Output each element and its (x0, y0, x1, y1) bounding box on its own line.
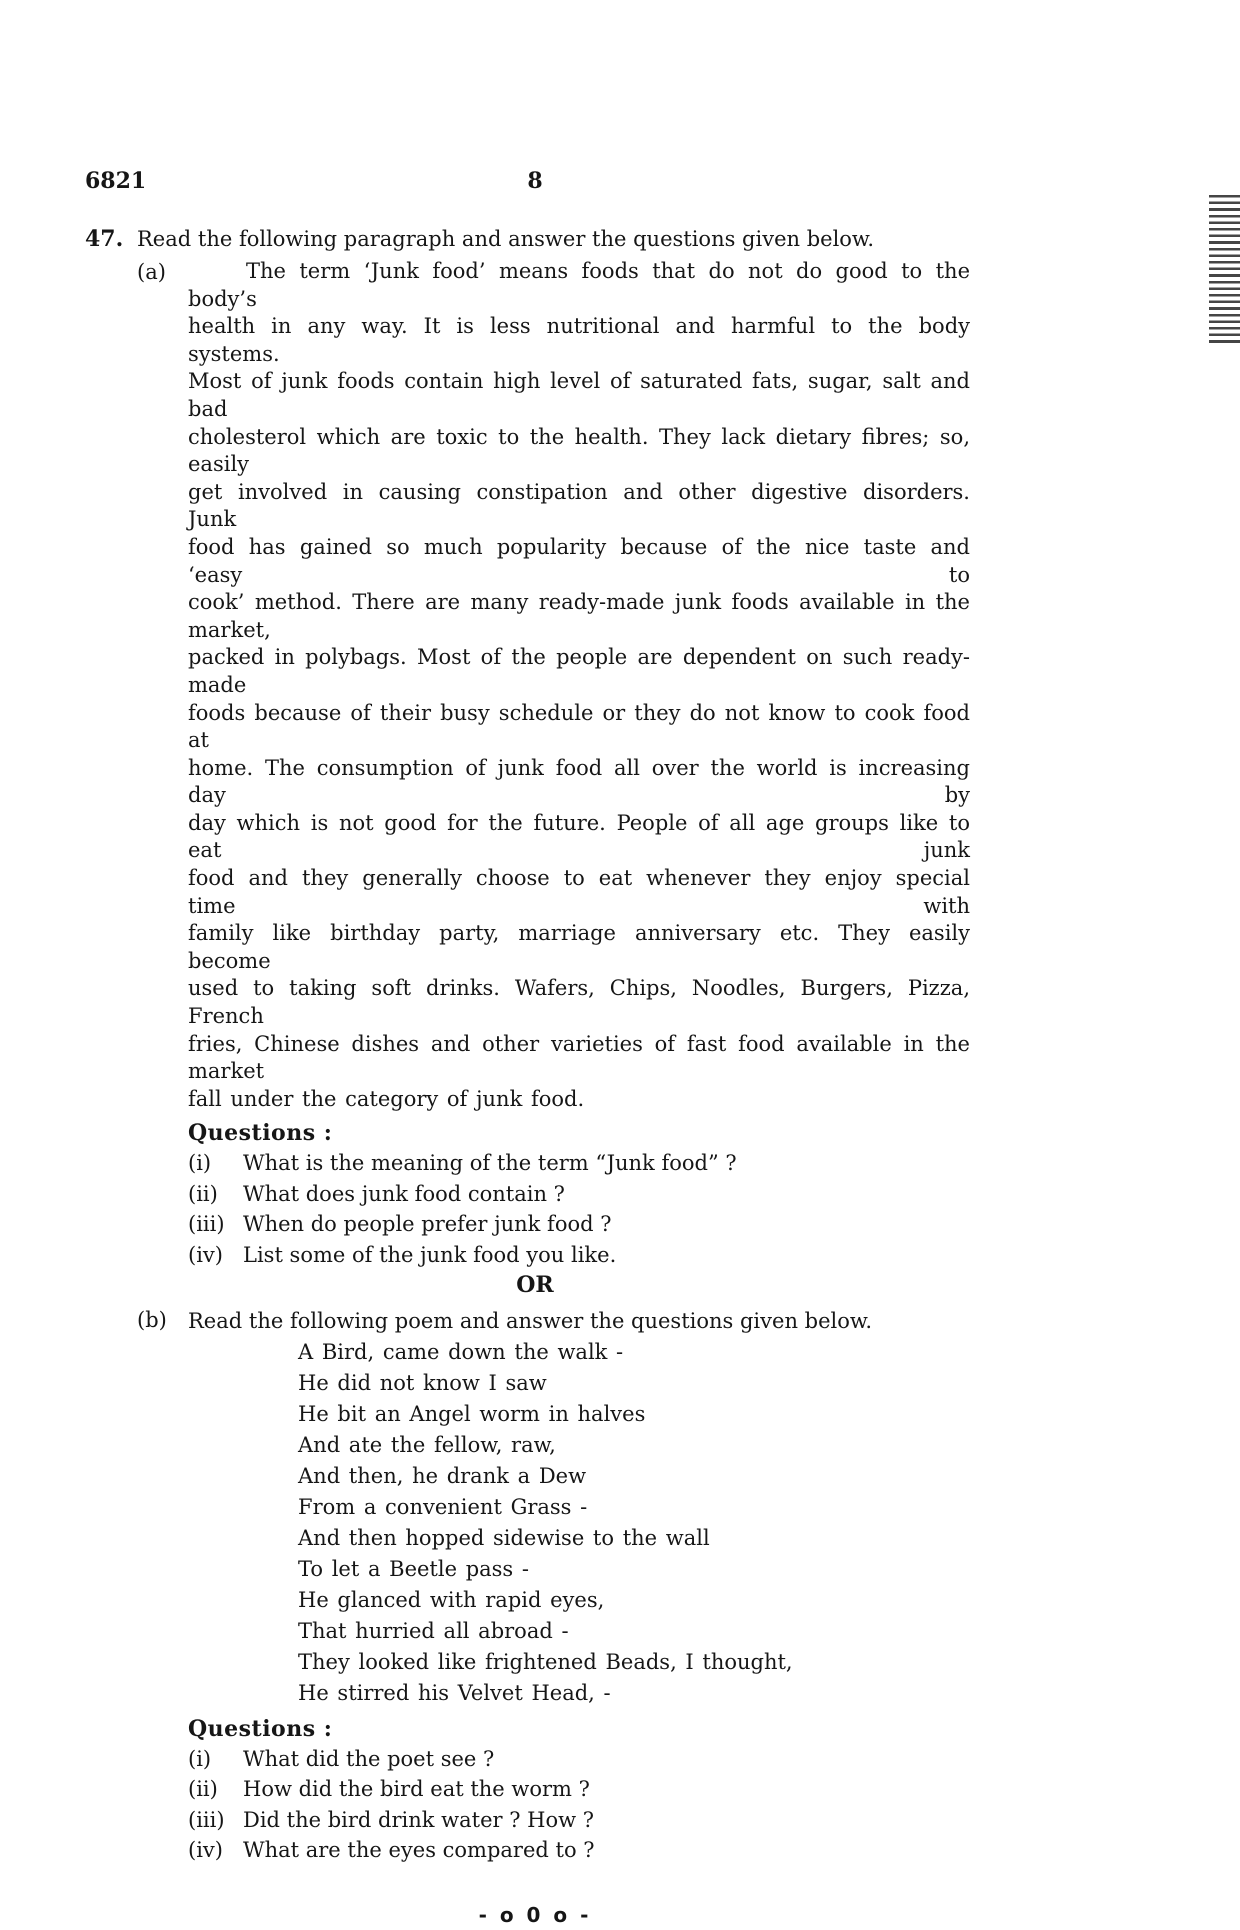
passage-line: cook’ method. There are many ready-made junk foods available in the market, (188, 590, 970, 642)
passage-line: packed in polybags. Most of the people are dependent on such ready-made (188, 645, 970, 697)
question-item-text: When do people prefer junk food ? (243, 1212, 612, 1237)
poem-line: He glanced with rapid eyes, (298, 1588, 605, 1613)
question-item-text: What is the meaning of the term “Junk food” ? (243, 1151, 737, 1176)
or-separator: OR (516, 1272, 554, 1299)
poem-line: He did not know I saw (298, 1371, 547, 1396)
question-item-text: What did the poet see ? (243, 1747, 495, 1772)
question-item (188, 1148, 970, 1178)
question-item (188, 1835, 970, 1865)
question-item-number: (ii) (188, 1777, 218, 1802)
poem-line: From a convenient Grass - (298, 1495, 588, 1520)
questions-list-b (188, 1744, 970, 1866)
passage-line: Most of junk foods contain high level of saturated fats, sugar, salt and bad (188, 369, 970, 421)
poem-line: And then, he drank a Dew (298, 1464, 587, 1489)
part-a-label: (a) (137, 260, 166, 284)
question-item (188, 1805, 970, 1835)
question-item-number: (i) (188, 1747, 212, 1772)
question-item (188, 1209, 970, 1239)
poem-line: A Bird, came down the walk - (298, 1340, 624, 1365)
poem-line: He bit an Angel worm in halves (298, 1402, 646, 1427)
passage-line: family like birthday party, marriage anniversary etc. They easily become (188, 921, 970, 973)
page-header (85, 168, 985, 194)
questions-list-a (188, 1148, 970, 1270)
question-item-text: How did the bird eat the worm ? (243, 1777, 590, 1802)
part-b-section (85, 1306, 985, 1866)
question-item-text: Did the bird drink water ? How ? (243, 1807, 595, 1832)
poem-line: He stirred his Velvet Head, - (298, 1681, 611, 1706)
poem-line: And then hopped sidewise to the wall (298, 1526, 710, 1551)
question-item-text: List some of the junk food you like. (243, 1242, 617, 1267)
passage-line: fall under the category of junk food. (188, 1086, 585, 1111)
passage-line: get involved in causing constipation and other digestive disorders. Junk (188, 479, 970, 532)
page-number: 8 (527, 168, 543, 194)
passage-line: food has gained so much popularity because of the nice taste and ‘easy to (188, 534, 970, 587)
question-item (188, 1240, 970, 1270)
part-b-intro: Read the following poem and answer the questions given below. (188, 1309, 873, 1334)
question-number: 47. (85, 226, 124, 252)
poem-line: They looked like frightened Beads, I thought, (298, 1650, 793, 1675)
question-intro: Read the following paragraph and answer the questions given below. (137, 227, 875, 251)
question-item-number: (iv) (188, 1838, 223, 1863)
page-content (85, 168, 985, 1930)
end-marker: - o 0 o - (478, 1902, 592, 1927)
passage-line: home. The consumption of junk food all over the world is increasing day by (188, 755, 970, 808)
passage-line: food and they generally choose to eat whenever they enjoy special time with (188, 866, 970, 918)
question-47-row (85, 225, 985, 253)
question-item-number: (iii) (188, 1807, 225, 1832)
binding-marks (1209, 195, 1240, 344)
question-item-number: (ii) (188, 1181, 218, 1206)
poem-line: And ate the fellow, raw, (298, 1433, 556, 1458)
passage-line: cholesterol which are toxic to the health. They lack dietary fibres; so, easily (188, 424, 970, 477)
poem-line: That hurried all abroad - (298, 1619, 569, 1644)
passage-line: health in any way. It is less nutritional and harmful to the body systems. (188, 314, 970, 366)
question-item-number: (iv) (188, 1242, 223, 1267)
question-item-text: What are the eyes compared to ? (243, 1838, 595, 1863)
question-item (188, 1179, 970, 1209)
question-item-text: What does junk food contain ? (243, 1181, 565, 1206)
question-item-number: (i) (188, 1151, 212, 1176)
document-code: 6821 (85, 168, 147, 194)
poem-line: To let a Beetle pass - (298, 1557, 529, 1582)
part-b-body (188, 1306, 970, 1866)
poem (298, 1337, 970, 1709)
questions-heading-a: Questions : (188, 1120, 333, 1147)
question-item (188, 1774, 970, 1804)
part-b-label: (b) (137, 1308, 167, 1333)
question-item (188, 1744, 970, 1774)
question-item-number: (iii) (188, 1212, 225, 1237)
part-a-body (188, 258, 970, 1270)
questions-heading-b: Questions : (188, 1716, 333, 1743)
passage-paragraph (188, 258, 970, 1113)
passage-line: used to taking soft drinks. Wafers, Chips, Noodles, Burgers, Pizza, French (188, 976, 970, 1029)
part-a-section (85, 258, 985, 1270)
passage-line: The term ‘Junk food’ means foods that do not do good to the body’s (188, 259, 970, 311)
passage-line: fries, Chinese dishes and other varieties of fast food available in the market (188, 1031, 970, 1084)
passage-line: day which is not good for the future. People of all age groups like to eat junk (188, 810, 970, 863)
passage-line: foods because of their busy schedule or they do not know to cook food at (188, 700, 970, 753)
